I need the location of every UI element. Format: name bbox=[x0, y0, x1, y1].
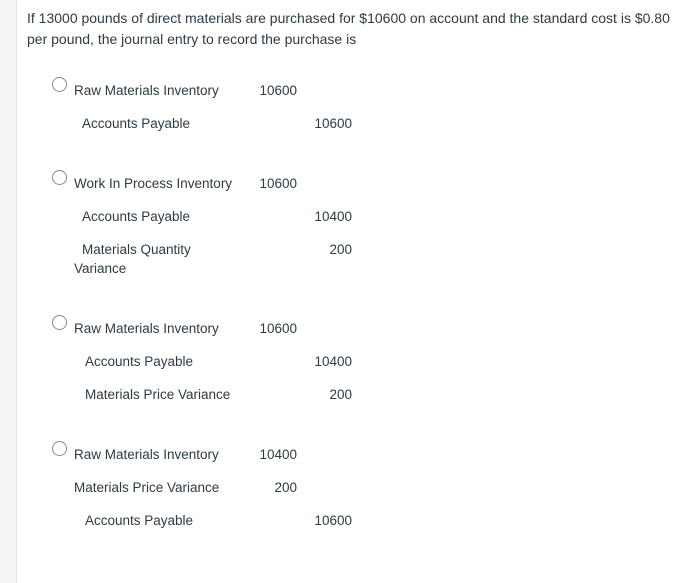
option-2-line-2-account: Accounts Payable bbox=[82, 209, 191, 224]
option-3-line-2-credit: 10400 bbox=[314, 354, 352, 369]
option-1-line-1-debit: 10600 bbox=[259, 83, 297, 98]
option-2-line-3-account: Materials Quantity Variance bbox=[74, 242, 191, 276]
radio-button-2[interactable] bbox=[52, 170, 67, 185]
option-4-line-3-credit: 10600 bbox=[314, 513, 352, 528]
radio-button-4[interactable] bbox=[52, 441, 67, 456]
option-4-line-2-debit: 200 bbox=[274, 480, 297, 495]
option-4-line-2-account: Materials Price Variance bbox=[74, 480, 220, 495]
option-4-line-1-debit: 10400 bbox=[259, 447, 297, 462]
option-3-line-1-account: Raw Materials Inventory bbox=[74, 321, 219, 336]
question-panel bbox=[16, 0, 700, 583]
radio-button-3[interactable] bbox=[52, 315, 67, 330]
radio-button-1[interactable] bbox=[52, 77, 67, 92]
option-1-line-2-credit: 10600 bbox=[314, 116, 352, 131]
option-2-line-3-credit: 200 bbox=[329, 242, 352, 257]
option-1-line-2-account: Accounts Payable bbox=[82, 116, 191, 131]
option-2-line-2-credit: 10400 bbox=[314, 209, 352, 224]
option-4-line-1-account: Raw Materials Inventory bbox=[74, 447, 219, 462]
option-3-line-1-debit: 10600 bbox=[259, 321, 297, 336]
option-1-line-1-account: Raw Materials Inventory bbox=[74, 83, 219, 98]
option-2-line-1-debit: 10600 bbox=[259, 176, 297, 191]
option-4-line-3-account: Accounts Payable bbox=[85, 513, 194, 528]
option-3-line-2-account: Accounts Payable bbox=[85, 354, 194, 369]
question-text: If 13000 pounds of direct materials are purchased for $10600 on account and the standard cost is $0.80 per pound, the journal entry to record the purchase is bbox=[27, 10, 670, 47]
option-3-line-3-credit: 200 bbox=[329, 387, 352, 402]
option-2-line-1-account: Work In Process Inventory bbox=[74, 176, 233, 191]
option-3-line-3-account: Materials Price Variance bbox=[85, 387, 231, 402]
